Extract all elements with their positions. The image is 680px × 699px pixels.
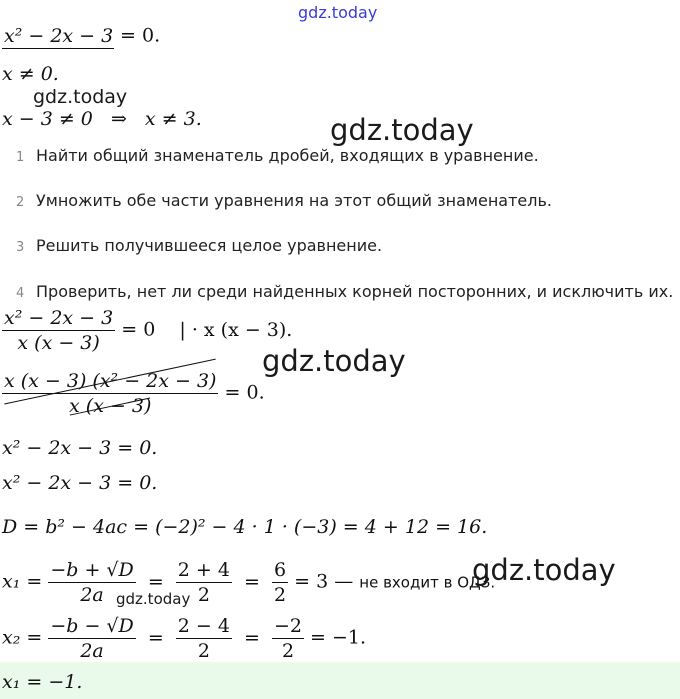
denominator: 2 [197,584,210,606]
root-lhs: x₁ = [2,570,43,593]
fraction [272,558,288,607]
denominator: 2 [281,640,295,662]
denominator: 2 [197,640,210,662]
denominator-text: x (x − 3) [69,395,152,417]
root-lhs: x₂ = [2,626,43,649]
denominator: 2a [80,640,104,662]
watermark: gdz.today [33,86,128,108]
equation-line-7: x² − 2x − 3 = 0. [2,472,158,494]
root-x2-line: x₂ = $\frac{-b - √D}{2a}$ = $\frac{2 - 4}{2}$ = $\frac{-2}{2}$ = −1. [2,615,367,662]
step-number: 4 [16,286,25,301]
step-number: 3 [16,240,25,255]
watermark: gdz.today [472,553,616,587]
answer-text: x₁ = −1. [2,671,83,693]
denominator: x (x − 3) [17,332,100,354]
step-text: Умножить обе части уравнения на этот общий знаменатель. [36,191,553,210]
equation-rhs: = 0. [120,24,161,47]
equation-line-6: x² − 2x − 3 = 0. [2,437,158,459]
step-item [16,282,673,301]
numerator: x² − 2x − 3 [4,307,114,329]
fraction [176,614,232,663]
condition-right: x ≠ 3. [144,108,202,130]
watermark: gdz.today [298,3,378,22]
numerator: −b − √D [50,615,134,637]
denominator: 2a [80,584,104,606]
numerator: x (x − 3) (x² − 2x − 3) [4,370,217,392]
fraction [48,558,135,607]
root-value: = −1. [310,626,367,649]
fraction [2,24,114,49]
implies-arrow: ⇒ [110,108,127,130]
watermark: gdz.today [116,590,191,608]
condition-left: x − 3 ≠ 0 [2,108,93,130]
fraction [176,558,232,607]
step-item [16,146,539,165]
answer-box [0,662,680,699]
numerator: 6 [273,559,287,581]
equation-rhs: = 0. [224,381,265,404]
root-x1-line: x₁ = $\frac{-b + √D}{2a}$ = $\frac{2 + 4}{2}$ = $\frac{6}{2}$ = 3 — не входит в ОДЗ. [2,559,496,606]
odz-note: не входит в ОДЗ. [359,573,496,592]
numerator: −b + √D [50,559,134,581]
multiplier: | · x (x − 3). [179,318,293,341]
discriminant-line: D = b² − 4ac = (−2)² − 4 · 1 · (−3) = 4 + 12 = 16. [2,516,488,538]
equation-line-1 [2,24,160,49]
numerator: −2 [273,615,302,637]
watermark: gdz.today [262,344,406,378]
numerator: x² − 2x − 3 [4,25,114,47]
step-text: Найти общий знаменатель дробей, входящих в уравнение. [36,146,539,165]
numerator: 2 + 4 [177,559,230,581]
fraction [2,369,218,418]
step-item [16,236,382,255]
step-text: Проверить, нет ли среди найденных корней посторонних, и исключить их. [36,282,674,301]
fraction [272,614,304,663]
step-number: 1 [16,150,25,165]
denominator: 2 [273,584,287,606]
numerator: 2 − 4 [177,615,230,637]
step-number: 2 [16,195,25,210]
fraction [2,306,115,355]
fraction [48,614,135,663]
equation-line-2: x ≠ 0. [2,63,59,85]
root-value: = 3 — [294,570,354,593]
equation-line-3 [2,108,202,130]
step-text: Решить получившееся целое уравнение. [36,236,383,255]
equation-line-5 [2,369,265,418]
step-item [16,191,552,210]
equation-rhs: = 0 [121,318,156,341]
watermark: gdz.today [330,113,474,147]
equation-line-4 [2,306,292,355]
